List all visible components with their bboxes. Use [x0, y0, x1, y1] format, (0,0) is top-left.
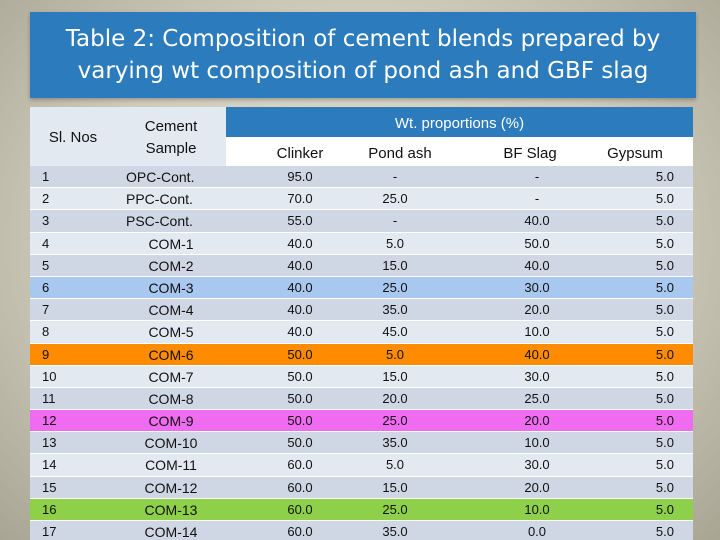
table-row	[30, 410, 693, 432]
cell-sl-no: 7	[42, 302, 50, 318]
cell-clinker: 70.0	[287, 191, 313, 207]
table-row	[30, 344, 693, 366]
cell-pond-ash: 15.0	[382, 368, 408, 384]
header-pond-ash: Pond ash	[368, 145, 432, 162]
cell-gypsum: 5.0	[655, 235, 674, 251]
cell-bf-slag: 25.0	[524, 390, 550, 406]
cell-pond-ash: 15.0	[382, 257, 408, 273]
cell-clinker: 60.0	[287, 457, 313, 473]
header-cell-sample-bg	[116, 107, 226, 166]
cell-gypsum: 5.0	[655, 413, 674, 429]
cell-clinker: 95.0	[287, 169, 313, 184]
cell-cement-sample: COM-2	[148, 257, 194, 274]
cell-pond-ash: -	[392, 169, 398, 184]
cell-clinker: 50.0	[287, 435, 313, 451]
cell-cement-sample: COM-13	[144, 501, 198, 518]
cell-sl-no: 8	[42, 324, 50, 340]
cell-clinker: 40.0	[287, 302, 313, 318]
header-group-label: Wt. proportions (%)	[394, 115, 525, 132]
slide-title	[30, 12, 696, 98]
cell-bf-slag: 20.0	[524, 479, 550, 495]
cell-clinker: 55.0	[287, 213, 313, 229]
cell-pond-ash: 25.0	[382, 191, 408, 207]
cell-cement-sample: COM-1	[148, 235, 194, 252]
cell-bf-slag: 40.0	[524, 346, 550, 362]
cell-gypsum: 5.0	[655, 279, 674, 295]
cell-sl-no: 6	[42, 279, 50, 295]
cell-clinker: 50.0	[287, 413, 313, 429]
cell-gypsum: 5.0	[655, 302, 674, 318]
title-line-2: varying wt composition of pond ash and GBF slag	[77, 58, 649, 84]
cell-bf-slag: 30.0	[524, 457, 550, 473]
table-row	[30, 188, 693, 210]
cell-cement-sample: COM-9	[148, 413, 194, 430]
table-row	[30, 299, 693, 321]
table-row	[30, 210, 693, 232]
cell-gypsum: 5.0	[655, 213, 674, 229]
cell-bf-slag: 50.0	[524, 235, 550, 251]
cell-gypsum: 5.0	[655, 479, 674, 495]
cell-bf-slag: 10.0	[524, 324, 550, 340]
cell-bf-slag: 30.0	[524, 368, 550, 384]
cell-bf-slag: 20.0	[524, 413, 550, 429]
cell-sl-no: 16	[42, 501, 57, 517]
cell-cement-sample: COM-12	[144, 479, 198, 496]
header-bf-slag: BF Slag	[503, 145, 557, 162]
cell-gypsum: 5.0	[655, 368, 674, 384]
cell-bf-slag: 40.0	[524, 257, 550, 273]
cell-cement-sample: COM-11	[145, 457, 197, 474]
cell-gypsum: 5.0	[655, 457, 674, 473]
cell-sl-no: 4	[42, 235, 50, 251]
header-sample-line2: Sample	[145, 140, 197, 157]
cell-gypsum: 5.0	[655, 390, 674, 406]
cell-pond-ash: 45.0	[382, 324, 408, 340]
table-body	[30, 166, 693, 540]
header-sl: Sl. Nos	[48, 129, 98, 146]
cell-pond-ash: 35.0	[382, 524, 408, 539]
header-sample-line1: Cement	[144, 118, 198, 135]
cell-cement-sample: COM-6	[148, 346, 194, 363]
cell-cement-sample: COM-10	[144, 435, 198, 452]
cell-pond-ash: 15.0	[382, 479, 408, 495]
header-clinker: Clinker	[276, 145, 324, 162]
cell-sl-no: 15	[42, 479, 57, 495]
table-row	[30, 388, 693, 410]
table-row	[30, 477, 693, 499]
title-line-1: Table 2: Composition of cement blends prepared by	[65, 26, 661, 52]
cell-pond-ash: 5.0	[385, 346, 405, 362]
table-row	[30, 521, 693, 540]
cell-cement-sample: COM-4	[148, 302, 194, 319]
composition-table	[30, 107, 693, 540]
cell-clinker: 60.0	[287, 479, 313, 495]
cell-cement-sample: COM-14	[144, 524, 198, 540]
header-gypsum: Gypsum	[607, 145, 663, 162]
cell-sl-no: 12	[42, 413, 57, 429]
cell-clinker: 50.0	[287, 368, 313, 384]
cell-pond-ash: -	[392, 213, 398, 229]
cell-sl-no: 9	[42, 346, 50, 362]
table-row	[30, 166, 693, 188]
cell-cement-sample: COM-7	[148, 368, 194, 385]
cell-cement-sample: COM-5	[148, 324, 194, 341]
cell-clinker: 40.0	[287, 324, 313, 340]
cell-sl-no: 10	[42, 368, 57, 384]
cell-sl-no: 5	[42, 257, 50, 273]
cell-pond-ash: 35.0	[382, 302, 408, 318]
table-header	[30, 107, 693, 166]
cell-pond-ash: 35.0	[382, 435, 408, 451]
cell-sl-no: 1	[42, 169, 50, 184]
cell-cement-sample: COM-8	[148, 390, 194, 407]
cell-sl-no: 3	[42, 213, 50, 229]
cell-cement-sample: OPC-Cont.	[126, 169, 195, 185]
table-row	[30, 432, 693, 454]
cell-sl-no: 13	[42, 435, 57, 451]
cell-gypsum: 5.0	[655, 257, 674, 273]
cell-cement-sample: PPC-Cont.	[126, 191, 193, 208]
cell-pond-ash: 20.0	[382, 390, 408, 406]
cell-bf-slag: 20.0	[524, 302, 550, 318]
cell-cement-sample: COM-3	[148, 279, 194, 296]
table-row	[30, 321, 693, 343]
cell-bf-slag: -	[534, 191, 540, 207]
table-row	[30, 366, 693, 388]
cell-clinker: 40.0	[287, 279, 313, 295]
cell-sl-no: 14	[42, 457, 57, 473]
cell-pond-ash: 25.0	[382, 279, 408, 295]
cell-gypsum: 5.0	[655, 324, 674, 340]
cell-clinker: 50.0	[287, 346, 313, 362]
cell-pond-ash: 25.0	[382, 501, 408, 517]
cell-gypsum: 5.0	[655, 191, 674, 207]
cell-bf-slag: 0.0	[527, 524, 547, 539]
cell-bf-slag: 40.0	[524, 213, 550, 229]
cell-pond-ash: 25.0	[382, 413, 408, 429]
cell-bf-slag: 10.0	[524, 435, 550, 451]
cell-pond-ash: 5.0	[385, 235, 405, 251]
cell-gypsum: 5.0	[655, 169, 674, 184]
table-row	[30, 277, 693, 299]
table-row	[30, 454, 693, 476]
cell-clinker: 40.0	[287, 257, 313, 273]
table-row	[30, 499, 693, 521]
cell-bf-slag: -	[534, 169, 540, 184]
cell-sl-no: 17	[42, 524, 57, 539]
cell-bf-slag: 10.0	[524, 501, 550, 517]
cell-gypsum: 5.0	[655, 524, 674, 539]
cell-bf-slag: 30.0	[524, 279, 550, 295]
cell-clinker: 50.0	[287, 390, 313, 406]
cell-sl-no: 11	[42, 390, 56, 406]
cell-gypsum: 5.0	[655, 346, 674, 362]
cell-gypsum: 5.0	[655, 435, 674, 451]
cell-clinker: 60.0	[287, 524, 313, 539]
cell-gypsum: 5.0	[655, 501, 674, 517]
cell-sl-no: 2	[42, 191, 50, 207]
cell-cement-sample: PSC-Cont.	[126, 213, 193, 230]
cell-clinker: 40.0	[287, 235, 313, 251]
table-row	[30, 233, 693, 255]
cell-pond-ash: 5.0	[385, 457, 405, 473]
table-row	[30, 255, 693, 277]
cell-clinker: 60.0	[287, 501, 313, 517]
